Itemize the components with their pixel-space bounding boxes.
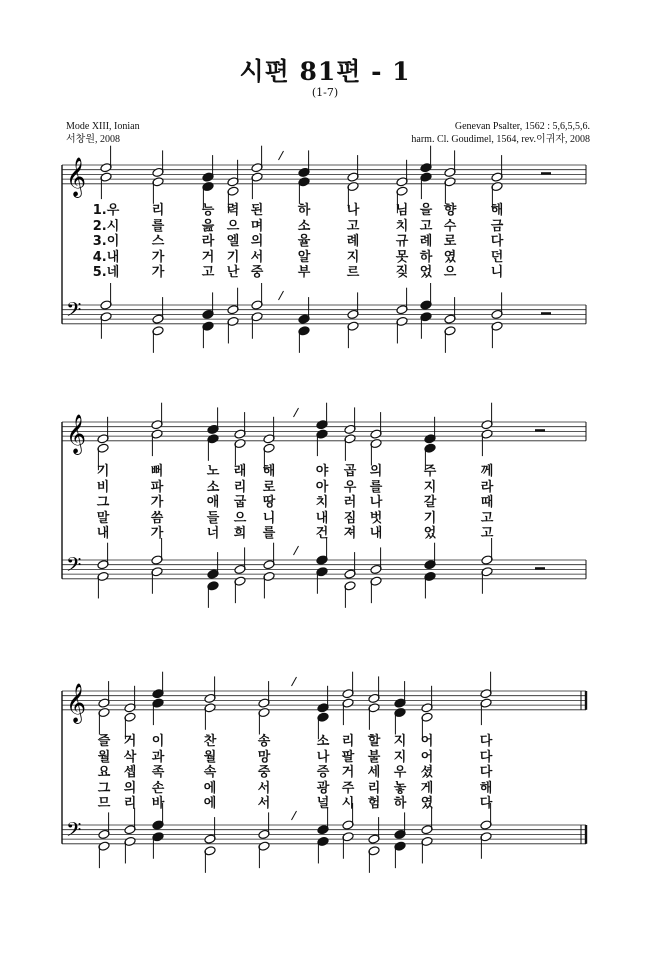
lyric-syllable: 손	[151, 780, 165, 796]
lyric-syllable: 규	[395, 234, 409, 249]
lyric-syllable: 중	[257, 765, 271, 780]
lyric-syllable: 라	[201, 234, 215, 249]
lyric-syllable: 비	[96, 479, 110, 495]
hymn-title: 시편 81편 - 1	[239, 57, 411, 86]
harmony-label: harm. Cl. Goudimel, 1564, rev.이귀자, 2008	[411, 134, 590, 145]
lyric-syllable: 력	[226, 203, 240, 218]
lyric-syllable: 다	[490, 234, 504, 249]
lyric-syllable: 1.우	[92, 203, 120, 218]
lyric-syllable: 불	[367, 749, 381, 765]
lyric-syllable: 팔	[341, 749, 355, 765]
lyric-line	[0, 765, 650, 781]
lyric-syllable: 거	[341, 765, 355, 780]
system-1-bass-clef-icon: 𝄢	[66, 298, 82, 327]
system-2-bass-clef-icon: 𝄢	[66, 553, 82, 582]
lyric-syllable: 로	[262, 479, 276, 495]
lyric-syllable: 가	[151, 265, 165, 280]
lyric-syllable: 땅	[262, 495, 276, 510]
lyric-syllable: 거	[201, 249, 215, 265]
lyric-syllable: 다	[479, 749, 493, 765]
lyric-syllable: 를	[262, 526, 276, 541]
lyric-syllable: 야	[315, 464, 329, 479]
lyric-syllable: 러	[343, 495, 357, 510]
system-2-treble-clef-icon: 𝄞	[66, 413, 87, 454]
lyric-syllable: 험	[367, 796, 381, 811]
lyric-syllable: 져	[343, 526, 357, 541]
lyric-syllable: 의	[250, 234, 264, 249]
lyric-syllable: 고	[201, 265, 215, 280]
lyric-syllable: 즐	[97, 734, 111, 749]
lyric-syllable: 하	[393, 796, 407, 811]
lyric-syllable: 례	[346, 234, 360, 249]
lyric-syllable: 지	[423, 479, 437, 495]
lyric-syllable: 셨	[420, 765, 434, 780]
lyric-syllable: 시	[341, 796, 355, 811]
lyric-syllable: 서	[250, 249, 264, 265]
lyric-line	[0, 480, 650, 496]
lyric-syllable: 르	[346, 265, 360, 280]
lyric-syllable: 므	[97, 796, 111, 811]
lyric-syllable: 에	[203, 796, 217, 811]
lyric-syllable: 리	[367, 780, 381, 796]
lyric-syllable: 스	[151, 234, 165, 249]
lyric-syllable: 하	[419, 249, 433, 265]
lyric-syllable: 난	[226, 265, 240, 280]
lyric-syllable: 며	[250, 218, 264, 234]
lyric-syllable: 고	[480, 510, 494, 526]
lyric-syllable: 래	[233, 464, 247, 479]
lyric-syllable: 게	[420, 780, 434, 796]
lyric-syllable: 니	[262, 510, 276, 526]
lyric-syllable: 리	[341, 734, 355, 749]
lyric-syllable: 주	[341, 780, 355, 796]
lyric-syllable: 지	[393, 749, 407, 765]
lyric-line	[0, 234, 650, 250]
lyric-line	[0, 750, 650, 766]
lyric-syllable: 고	[346, 218, 360, 234]
lyric-syllable: 굽	[233, 495, 247, 510]
lyric-syllable: 증	[316, 765, 330, 780]
lyric-syllable: 었	[419, 265, 433, 280]
lyric-syllable: 5.네	[92, 265, 120, 280]
lyric-syllable: 못	[395, 249, 409, 265]
lyric-syllable: 으	[443, 265, 457, 280]
lyric-syllable: 2.시	[92, 218, 120, 234]
lyric-line	[0, 495, 650, 511]
lyric-syllable: 뻐	[150, 464, 164, 479]
lyric-syllable: 씀	[150, 510, 164, 526]
lyric-syllable: 송	[257, 734, 271, 749]
lyric-syllable: 바	[151, 796, 165, 811]
lyric-line	[0, 734, 650, 750]
lyric-syllable: 지	[346, 249, 360, 265]
lyric-syllable: 능	[201, 203, 215, 218]
lyric-line	[0, 781, 650, 797]
lyric-syllable: 아	[315, 479, 329, 495]
lyric-syllable: 그	[97, 780, 111, 796]
lyric-syllable: 된	[250, 203, 264, 218]
lyric-syllable: 읊	[201, 218, 215, 234]
lyric-syllable: 하	[297, 203, 311, 218]
lyric-syllable: 나	[369, 495, 383, 510]
lyric-syllable: 치	[315, 495, 329, 510]
lyric-syllable: 엘	[226, 234, 240, 249]
lyric-syllable: 를	[369, 479, 383, 495]
lyric-syllable: 족	[151, 765, 165, 780]
lyric-syllable: 중	[250, 265, 264, 280]
lyric-syllable: 너	[206, 526, 220, 541]
lyric-line	[0, 796, 650, 812]
lyric-syllable: 해	[262, 464, 276, 479]
source-label: Genevan Psalter, 1562 : 5,6,5,5,6.	[454, 121, 590, 132]
lyric-syllable: 들	[206, 510, 220, 526]
lyric-syllable: 건	[315, 526, 329, 541]
lyric-syllable: 짐	[343, 510, 357, 526]
lyric-syllable: 기	[423, 510, 437, 526]
lyric-syllable: 갈	[423, 495, 437, 510]
lyric-syllable: 내	[96, 526, 110, 541]
lyric-syllable: 였	[420, 796, 434, 811]
lyric-syllable: 때	[480, 495, 494, 510]
lyric-syllable: 리	[123, 796, 137, 811]
lyric-syllable: 내	[369, 526, 383, 541]
lyric-syllable: 향	[443, 203, 457, 218]
lyric-line	[0, 511, 650, 527]
lyric-syllable: 애	[206, 495, 220, 510]
lyric-syllable: 부	[297, 265, 311, 280]
lyric-syllable: 이	[151, 734, 165, 749]
lyric-syllable: 금	[490, 218, 504, 234]
lyric-syllable: 었	[423, 526, 437, 541]
lyric-syllable: 가	[150, 526, 164, 541]
lyric-syllable: 할	[367, 734, 381, 749]
lyric-syllable: 소	[316, 734, 330, 749]
lyric-syllable: 벗	[369, 510, 383, 526]
lyric-syllable: 삭	[123, 749, 137, 765]
lyric-syllable: 율	[297, 234, 311, 249]
lyric-syllable: 널	[316, 796, 330, 811]
lyric-syllable: 해	[479, 780, 493, 796]
lyric-syllable: 였	[443, 249, 457, 265]
lyric-syllable: 주	[423, 464, 437, 479]
lyric-syllable: 수	[443, 218, 457, 234]
lyric-syllable: 월	[203, 749, 217, 765]
lyric-syllable: 다	[479, 734, 493, 749]
lyric-syllable: 망	[257, 749, 271, 765]
lyric-syllable: 해	[490, 203, 504, 218]
lyric-syllable: 례	[419, 234, 433, 249]
lyric-syllable: 4.내	[92, 249, 120, 265]
lyric-syllable: 를	[151, 218, 165, 234]
lyric-syllable: 곱	[343, 464, 357, 479]
verse-range: (1-7)	[311, 86, 339, 99]
lyric-syllable: 노	[206, 464, 220, 479]
lyric-syllable: 서	[257, 796, 271, 811]
lyric-syllable: 으	[233, 510, 247, 526]
lyric-syllable: 에	[203, 780, 217, 796]
lyric-syllable: 니	[490, 265, 504, 280]
lyric-syllable: 님	[395, 203, 409, 218]
lyric-syllable: 속	[203, 765, 217, 780]
system-3-bass-clef-icon: 𝄢	[66, 818, 82, 847]
lyric-syllable: 찬	[203, 734, 217, 749]
lyric-syllable: 어	[420, 749, 434, 765]
lyric-syllable: 의	[123, 780, 137, 796]
translator-label: 서창원, 2008	[66, 134, 120, 145]
lyric-syllable: 우	[343, 479, 357, 495]
lyric-syllable: 다	[479, 796, 493, 811]
lyric-syllable: 기	[96, 464, 110, 479]
system-3-treble-clef-icon: 𝄞	[66, 682, 87, 723]
lyric-syllable: 희	[233, 526, 247, 541]
lyric-syllable: 가	[151, 249, 165, 265]
lyric-line	[0, 265, 650, 281]
lyric-syllable: 치	[395, 218, 409, 234]
mode-label: Mode XIII, Ionian	[66, 121, 140, 132]
lyric-syllable: 내	[315, 510, 329, 526]
lyric-syllable: 께	[480, 464, 494, 479]
lyric-syllable: 리	[151, 203, 165, 218]
lyric-syllable: 짖	[395, 265, 409, 280]
lyric-syllable: 3.이	[92, 234, 120, 249]
lyric-syllable: 놓	[393, 780, 407, 796]
lyric-syllable: 월	[97, 749, 111, 765]
lyric-syllable: 광	[316, 780, 330, 796]
lyric-syllable: 리	[233, 479, 247, 495]
lyric-syllable: 가	[150, 495, 164, 510]
lyric-line	[0, 219, 650, 235]
lyric-syllable: 소	[206, 479, 220, 495]
lyric-syllable: 말	[96, 510, 110, 526]
lyric-syllable: 고	[419, 218, 433, 234]
lyric-line	[0, 203, 650, 219]
lyric-syllable: 거	[123, 734, 137, 749]
lyric-syllable: 나	[346, 203, 360, 218]
lyric-syllable: 어	[420, 734, 434, 749]
lyric-syllable: 서	[257, 780, 271, 796]
lyric-syllable: 셉	[123, 765, 137, 780]
lyric-syllable: 로	[443, 234, 457, 249]
lyric-syllable: 세	[367, 765, 381, 780]
lyric-syllable: 라	[480, 479, 494, 495]
lyric-syllable: 소	[297, 218, 311, 234]
lyric-syllable: 던	[490, 249, 504, 265]
lyric-syllable: 그	[96, 495, 110, 510]
lyric-syllable: 다	[479, 765, 493, 780]
lyric-syllable: 기	[226, 249, 240, 265]
lyric-syllable: 으	[226, 218, 240, 234]
lyric-syllable: 파	[150, 479, 164, 495]
lyric-syllable: 알	[297, 249, 311, 265]
lyric-line	[0, 464, 650, 480]
lyric-syllable: 을	[419, 203, 433, 218]
lyric-line	[0, 250, 650, 266]
lyric-syllable: 의	[369, 464, 383, 479]
lyric-syllable: 과	[151, 749, 165, 765]
lyric-syllable: 우	[393, 765, 407, 780]
lyric-syllable: 고	[480, 526, 494, 541]
lyric-syllable: 나	[316, 749, 330, 765]
lyric-syllable: 요	[97, 765, 111, 780]
lyric-syllable: 지	[393, 734, 407, 749]
lyric-line	[0, 526, 650, 542]
system-1-treble-clef-icon: 𝄞	[66, 156, 87, 197]
